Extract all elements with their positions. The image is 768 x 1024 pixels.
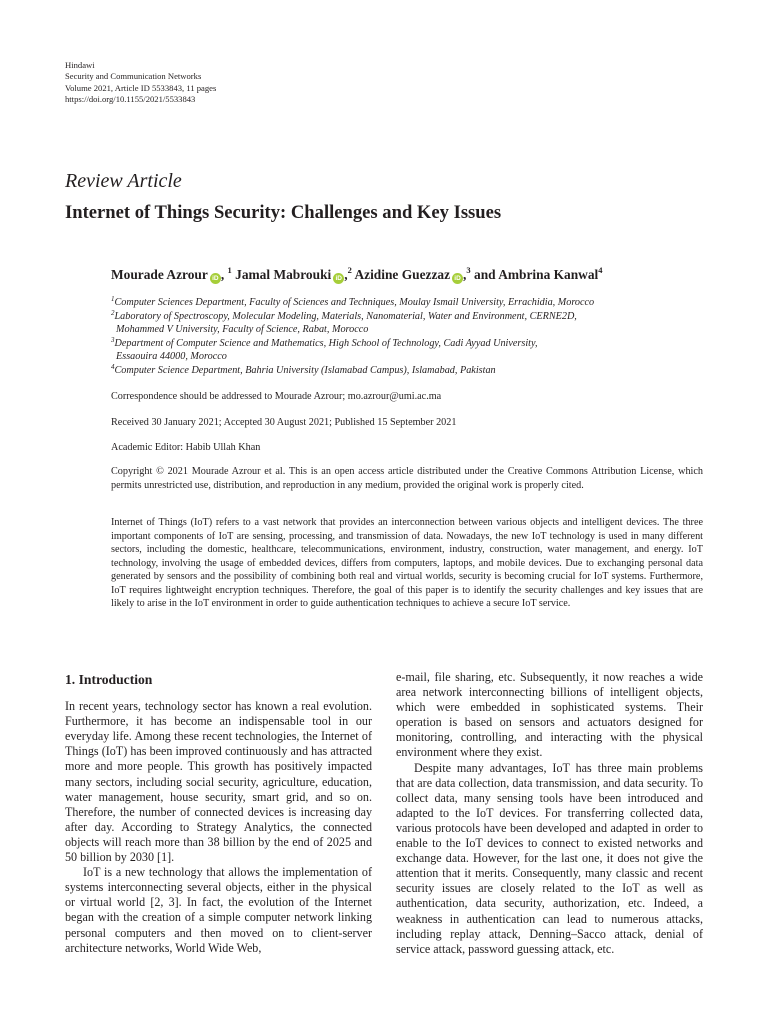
author-name: Azidine Guezzaz xyxy=(354,267,451,282)
volume-info: Volume 2021, Article ID 5533843, 11 pages xyxy=(65,82,217,93)
affiliation-item xyxy=(111,296,711,310)
academic-editor: Academic Editor: Habib Ullah Khan xyxy=(111,442,261,453)
author-affil-number: 1 xyxy=(227,265,232,275)
copyright-notice: Copyright © 2021 Mourade Azrour et al. This is an open access article distributed under the Creative Commons Attribution License, which permits unrestricted use, distribution, and reproduction in any medium, provided the original work is properly cited. xyxy=(111,466,703,491)
publication-dates: Received 30 January 2021; Accepted 30 August 2021; Published 15 September 2021 xyxy=(111,417,457,428)
author-affil-number: 2 xyxy=(347,265,352,275)
affiliation-continuation: Mohammed V University, Faculty of Science, Rabat, Morocco xyxy=(116,324,369,336)
right-column xyxy=(396,670,703,957)
orcid-icon[interactable]: iD xyxy=(333,273,344,284)
paragraph: IoT is a new technology that allows the implementation of systems interconnecting several objects, either in the physical or virtual world [2, 3]. In fact, the evolution of the Internet began with the creation of a simple computer network linking personal computers and then moved on to client-server architecture networks, World Wide Web, xyxy=(65,865,372,955)
orcid-icon[interactable]: iD xyxy=(452,273,463,284)
affiliation-number: 4 xyxy=(111,362,115,371)
article-type: Review Article xyxy=(65,170,182,192)
affiliation-item xyxy=(111,364,711,378)
paper-title: Internet of Things Security: Challenges and Key Issues xyxy=(65,202,502,223)
paragraph: Despite many advantages, IoT has three main problems that are data collection, data transmission, and data security. To collect data, many sensing tools have been introduced and adapted to the IoT devices. For transferring collected data, various protocols have been developed and adapted in order to enable to the IoT devices to connect to existed networks and exchange data. However, for the last one, it does not give the attention that it merits. Consequently, many classic and recent security issues are closely related to the IoT as well as authentication, data security, authorization, etc. Indeed, a weakness in authentication can lead to numerous attacks, including replay attack, Denning–Sacco attack, denial of service attack, password guessing attack, etc. xyxy=(396,760,703,956)
author-name: Ambrina Kanwal xyxy=(498,267,599,282)
author-affil-number: 3 xyxy=(466,265,471,275)
left-column xyxy=(65,672,372,956)
orcid-icon[interactable]: iD xyxy=(210,273,221,284)
publisher-name: Hindawi xyxy=(65,60,95,70)
affiliation-text: Computer Science Department, Bahria University (Islamabad Campus), Islamabad, Pakistan xyxy=(114,364,496,376)
affiliations xyxy=(111,296,711,378)
author-name: Mourade Azrour xyxy=(111,267,208,282)
paragraph: In recent years, technology sector has known a real evolution. Furthermore, it has become an indispensable tool in our everyday life. Among these recent technologies, the Internet of Things (IoT) has been improved continuously and has attracted more and more people. This growth has positively impacted many sectors, including social security, agriculture, education, water management, house security, smart grid, and so on. Therefore, the number of connected devices is increasing day after day. According to Strategy Analytics, the connected objects will reach more than 38 billion by the end of 2025 and 50 billion by 2030 [1]. xyxy=(65,699,372,865)
affiliation-number: 3 xyxy=(111,335,115,344)
author-affil-number: 4 xyxy=(598,265,603,275)
author-separator: and xyxy=(470,267,499,282)
section-heading: 1. Introduction xyxy=(65,672,153,687)
affiliation-number: 2 xyxy=(111,308,115,317)
author-list: Mourade Azrour iD , $^1$ Jamal Mabrouki iD ,$^2$ Azidine Guezzaz iD ,$^3$ and Ambrina Kanwal$^4$ xyxy=(111,265,603,282)
abstract: Internet of Things (IoT) refers to a vast network that provides an interconnection between various objects and intelligent devices. The three important components of IoT are sensing, processing, and transmission of data. Nowadays, the new IoT technology is used in many different sectors, including the domestic, healthcare, telecommunications, environment, industry, construction, water management, and energy. IoT technology, involving the usage of embedded devices, differs from computers, laptops, and mobile devices. Due to exchanging personal data generated by sensors and the possibility of combining both real and virtual worlds, security is becoming crucial for IoT systems. Furthermore, IoT requires lightweight encryption techniques. Therefore, the goal of this paper is to identify the security challenges and key issues that are likely to arise in the IoT environment in order to guide authentication techniques to achieve a secure IoT service. xyxy=(111,517,703,609)
affiliation-text: Laboratory of Spectroscopy, Molecular Modeling, Materials, Nanomaterial, Water and Environment, CERNE2D, xyxy=(114,310,577,322)
correspondence: Correspondence should be addressed to Mourade Azrour; mo.azrour@umi.ac.ma xyxy=(111,391,442,402)
author-name: Jamal Mabrouki xyxy=(235,267,332,282)
affiliation-continuation: Essaouira 44000, Morocco xyxy=(116,351,227,363)
affiliation-item xyxy=(111,310,711,324)
paragraph: e-mail, file sharing, etc. Subsequently, it now reaches a wide area network interconnecting billions of intelligent objects, which were embedded in sophisticated systems. Their operation is based on sensors and actuators designed for monitoring, controlling, and interacting with the physical environment where they exist. xyxy=(396,670,703,760)
affiliation-text: Department of Computer Science and Mathematics, High School of Technology, Cadi Ayyad University, xyxy=(114,337,538,349)
journal-name: Security and Communication Networks xyxy=(65,71,202,82)
affiliation-number: 1 xyxy=(111,295,115,303)
author-separator: , xyxy=(220,267,228,282)
journal-header xyxy=(65,60,216,106)
affiliation-text: Computer Sciences Department, Faculty of Sciences and Techniques, Moulay Ismail University, Errachidia, Morocco xyxy=(114,297,595,308)
doi-link[interactable]: https://doi.org/10.1155/2021/5533843 xyxy=(65,94,196,105)
affiliation-item xyxy=(111,337,711,351)
